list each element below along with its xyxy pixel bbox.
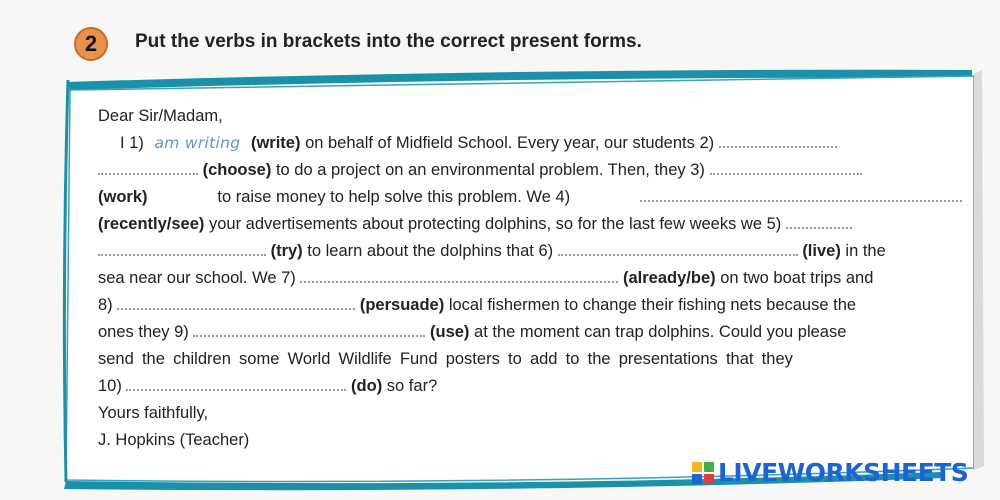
letter-line-10: [98, 373, 962, 400]
blank-8[interactable]: [117, 297, 355, 310]
verb-10: (do): [351, 377, 383, 395]
verb-2: (choose): [202, 161, 272, 179]
logo-square: [704, 462, 714, 472]
blank-8-number: 8): [98, 296, 113, 314]
logo-square: [692, 474, 702, 484]
line-10-text: so far?: [386, 377, 438, 395]
letter-line-4: [98, 211, 962, 238]
blank-5[interactable]: [786, 216, 852, 229]
line-5-text-end: in the: [845, 242, 886, 260]
letter-line-9: send the children some World Wildlife Fund posters to add to the presentations that they: [98, 350, 793, 368]
letter-greeting: Dear Sir/Madam,: [98, 107, 223, 125]
letter-signature: J. Hopkins (Teacher): [98, 431, 250, 449]
line-5-text: to learn about the dolphins that 6): [307, 242, 554, 260]
line-3-text: to raise money to help solve this problem. We 4): [217, 188, 571, 206]
letter-line-7: [98, 292, 962, 319]
blank-9-number: ones they 9): [98, 323, 189, 341]
liveworksheets-brand: [692, 458, 968, 487]
verb-7: (already/be): [623, 269, 716, 287]
line-6-text-end: on two boat trips and: [720, 269, 874, 287]
blank-9[interactable]: [193, 324, 425, 337]
verb-4: (recently/see): [98, 215, 205, 233]
verb-6: (live): [802, 242, 841, 260]
verb-8: (persuade): [359, 296, 445, 314]
blank-10[interactable]: [126, 378, 346, 391]
verb-1: (write): [250, 134, 301, 152]
letter-line-3: [98, 184, 962, 211]
letter-line-1: [98, 130, 962, 157]
letter-line-8: [98, 319, 962, 346]
letter-line-2: [98, 157, 962, 184]
exercise-number: 2: [84, 31, 98, 56]
line-2-text: to do a project on an environmental problem. Then, they 3): [275, 161, 705, 179]
blank-10-number: 10): [98, 377, 122, 395]
liveworksheets-wordmark: LIVEWORKSHEETS: [718, 458, 969, 487]
blank-5-continued[interactable]: [98, 243, 266, 256]
blank-7[interactable]: [300, 270, 618, 283]
line-8-text: at the moment can trap dolphins. Could you please: [474, 323, 847, 341]
verb-9: (use): [430, 323, 470, 341]
verb-3: (work): [98, 188, 148, 206]
blank-1-number: I 1): [120, 134, 144, 152]
line-4-text: your advertisements about protecting dolphins, so for the last few weeks we 5): [208, 215, 782, 233]
exercise-instruction: Put the verbs in brackets into the correct present forms.: [135, 31, 642, 52]
frame-right-shadow: [974, 70, 984, 470]
blank-2-continued[interactable]: [98, 162, 198, 175]
verb-5: (try): [270, 242, 303, 260]
blank-4[interactable]: [640, 189, 962, 202]
blank-2[interactable]: [719, 135, 837, 148]
letter-line-5: [98, 238, 962, 265]
logo-square: [704, 474, 714, 484]
blank-6[interactable]: [558, 243, 798, 256]
letter-line-6: [98, 265, 962, 292]
blank-3[interactable]: [710, 162, 862, 175]
answer-1[interactable]: am writing: [148, 130, 246, 157]
letter-closing: Yours faithfully,: [98, 404, 209, 422]
liveworksheets-logo-icon: [692, 462, 714, 484]
line-1-text: on behalf of Midfield School. Every year, our students 2): [305, 134, 715, 152]
logo-square: [692, 462, 702, 472]
letter-body: [98, 103, 962, 454]
line-6-text: sea near our school. We 7): [98, 269, 296, 287]
line-7-text: local fishermen to change their fishing nets because the: [448, 296, 857, 314]
